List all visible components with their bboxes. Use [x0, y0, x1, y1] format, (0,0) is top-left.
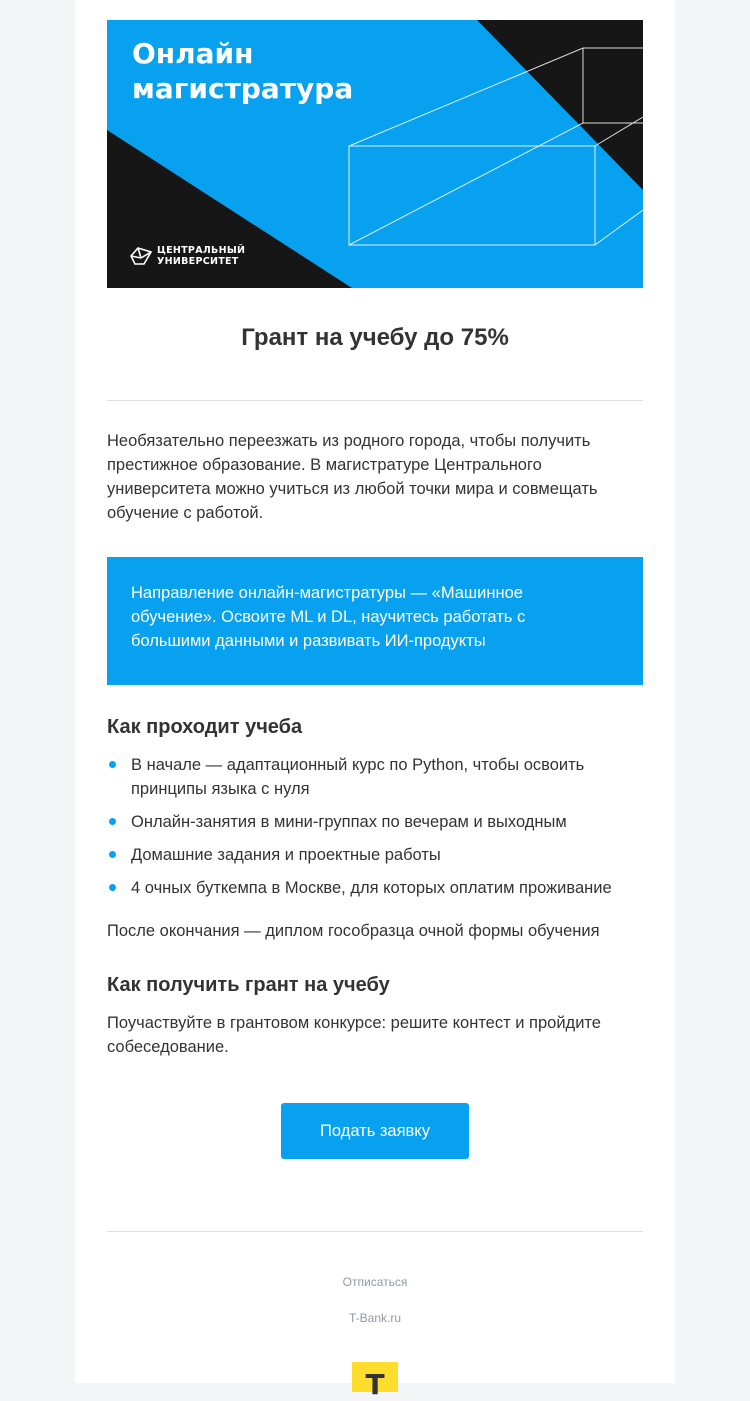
grant-heading: Как получить грант на учебу — [107, 974, 390, 996]
hero-banner — [107, 20, 643, 288]
grant-headline: Грант на учебу до 75% — [241, 324, 509, 351]
list-item-text: Домашние задания и проектные работы — [131, 846, 441, 864]
unsubscribe-link[interactable]: Отписаться — [342, 1275, 408, 1289]
list-item-text: Онлайн-занятия в мини-группах по вечерам и выходным — [131, 813, 567, 831]
logo-text-line2: УНИВЕРСИТЕТ — [157, 256, 239, 267]
apply-button[interactable]: Подать заявку — [281, 1103, 469, 1159]
email-card — [75, 0, 675, 1401]
banner-title: Онлайн магистратура — [132, 37, 354, 105]
university-logo-icon — [129, 244, 153, 268]
grant-paragraph: Поучаствуйте в грантовом конкурсе: решите контест и пройдите собеседование. — [107, 1014, 601, 1056]
list-item — [107, 810, 643, 834]
list-item — [107, 753, 643, 801]
list-item-text: 4 очных буткемпа в Москве, для которых оплатим проживание — [131, 879, 612, 897]
list-item-text: В начале — адаптационный курс по Python, чтобы освоить принципы языка с нуля — [131, 756, 585, 798]
program-callout — [107, 557, 643, 685]
tbank-logo-letter: Т — [365, 1368, 385, 1401]
logo-text-line1: ЦЕНТРАЛЬНЫЙ — [157, 245, 246, 256]
site-link[interactable]: T-Bank.ru — [348, 1311, 402, 1325]
tbank-logo[interactable] — [352, 1362, 398, 1401]
bullet-dot-icon — [109, 851, 116, 858]
intro-paragraph: Необязательно переезжать из родного города, чтобы получить престижное образование. В магистратуре Центрального университета можно учиться из любой точки мира и совмещать обучение с работой. — [107, 432, 598, 522]
divider-bottom — [107, 1231, 643, 1232]
bullet-dot-icon — [109, 818, 116, 825]
callout-text: Направление онлайн-магистратуры — «Машинное обучение». Освоите ML и DL, научитесь работать с большими данными и развивать ИИ-продукты — [131, 584, 526, 650]
study-list — [107, 753, 643, 909]
university-logo-text — [157, 245, 245, 267]
study-heading: Как проходит учеба — [107, 716, 303, 738]
diploma-note: После окончания — диплом гособразца очной формы обучения — [107, 922, 600, 940]
list-item — [107, 843, 643, 867]
university-logo — [129, 244, 245, 268]
bullet-dot-icon — [109, 884, 116, 891]
list-item — [107, 876, 643, 900]
bullet-dot-icon — [109, 761, 116, 768]
divider-top — [107, 400, 643, 401]
